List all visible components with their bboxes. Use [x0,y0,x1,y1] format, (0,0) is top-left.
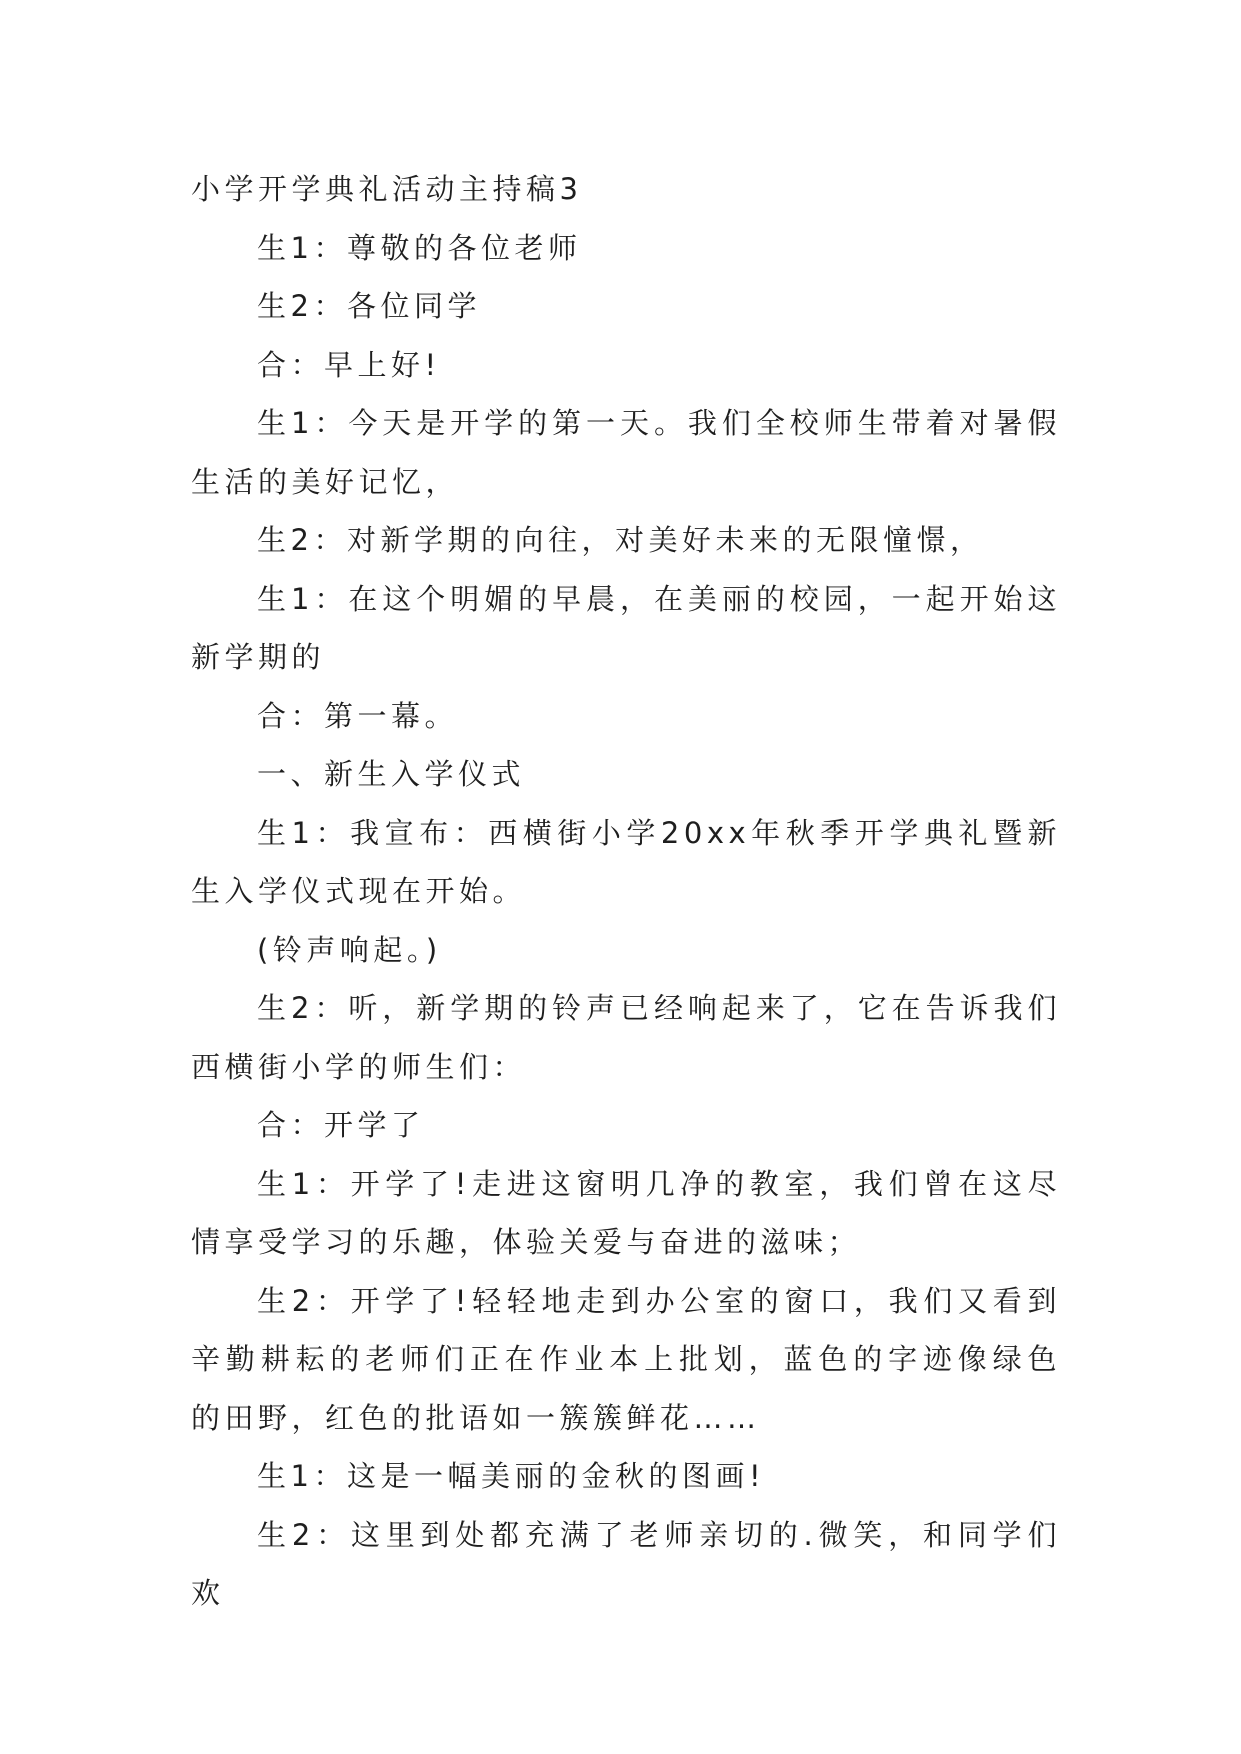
paragraph: 生2：听，新学期的铃声已经响起来了，它在告诉我们西横街小学的师生们： [191,991,1061,1084]
paragraph: 生1：开学了!走进这窗明几净的教室，我们曾在这尽情享受学习的乐趣，体验关爱与奋进的滋味； [191,1166,1061,1259]
paragraph: 生2：开学了!轻轻地走到办公室的窗口，我们又看到辛勤耕耘的老师们正在作业本上批划，蓝色的字迹像绿色的田野，红色的批语如一簇簇鲜花…… [191,1283,1061,1435]
section-heading: 一、新生入学仪式 [257,757,526,791]
paragraph: 合：第一幕。 [257,698,459,733]
paragraph: 生2：对新学期的向往，对美好未来的无限憧憬， [257,523,984,557]
paragraph: 生1：我宣布：西横街小学20xx年秋季开学典礼暨新生入学仪式现在开始。 [191,815,1061,908]
paragraph: 生1：尊敬的各位老师 [257,230,582,265]
document-title: 小学开学典礼活动主持稿3 [191,172,583,206]
paragraph: 生1：今天是开学的第一天。我们全校师生带着对暑假生活的美好记忆， [191,406,1061,499]
paragraph: 生2：各位同学 [257,289,481,323]
paragraph: 生1：这是一幅美丽的金秋的图画! [257,1459,766,1493]
paragraph: 生1：在这个明媚的早晨，在美丽的校园，一起开始这新学期的 [191,581,1061,674]
paragraph: 生2：这里到处都充满了老师亲切的.微笑，和同学们欢 [191,1517,1061,1610]
paragraph: 合：开学了 [257,1108,425,1142]
paragraph: 合：早上好! [257,347,441,382]
stage-direction: (铃声响起。) [257,932,442,967]
document-body [191,160,1061,1623]
